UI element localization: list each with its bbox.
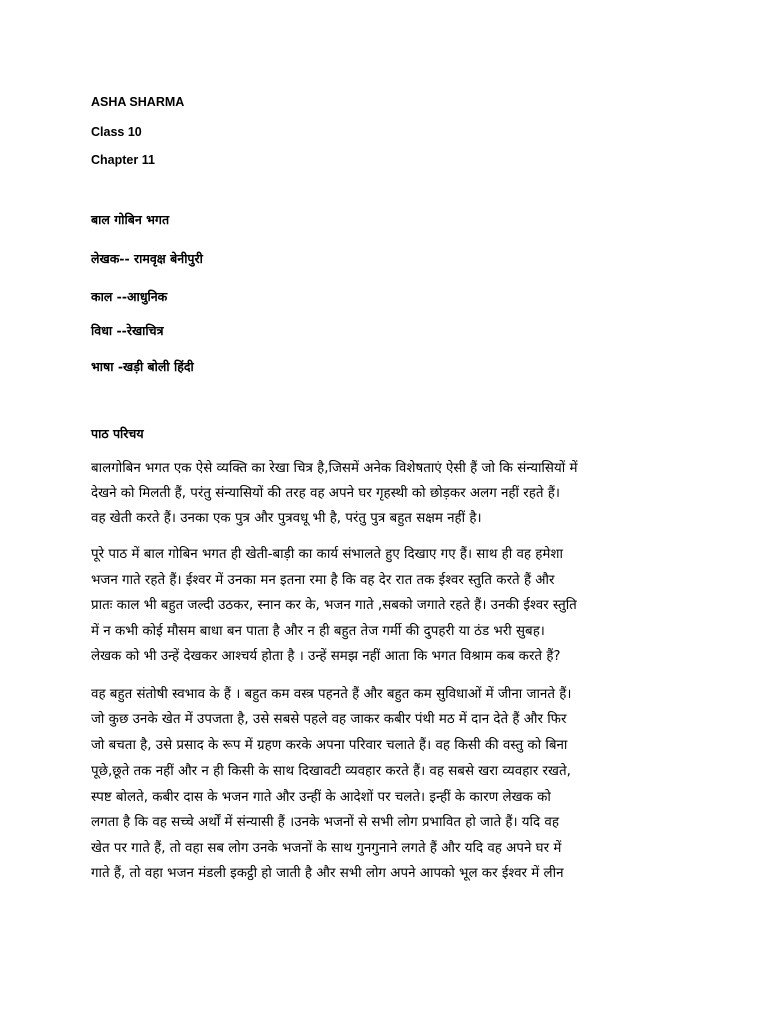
body-line: जो बचता है, उसे प्रसाद के रूप में ग्रहण करके अपना परिवार चलाते हैं। वह किसी की वस्तु को बिना bbox=[91, 738, 568, 753]
chapter-label: Chapter 11 bbox=[91, 153, 155, 167]
body-line: स्पष्ट बोलते, कबीर दास के भजन गाते और उन्हीं के आदेशों पर चलते। इन्हीं के कारण लेखक को bbox=[91, 790, 551, 805]
author-line: लेखक-- रामवृक्ष बेनीपुरी bbox=[91, 251, 203, 266]
body-line: वह बहुत संतोषी स्वभाव के हैं । बहुत कम वस्त्र पहनते हैं और बहुत कम सुविधाओं में जीना जानते हैं। bbox=[91, 687, 572, 702]
student-name: ASHA SHARMA bbox=[91, 95, 185, 109]
body-line: पूछे,छूते तक नहीं और न ही किसी के साथ दिखावटी व्यवहार करते हैं। वह सबसे खरा व्यवहार रखते, bbox=[91, 764, 571, 779]
body-line: भजन गाते रहते हैं। ईश्वर में उनका मन इतना रमा है कि वह देर रात तक ईश्वर स्तुति करते हैं और bbox=[91, 573, 555, 588]
body-line: लगता है कि वह सच्चे अर्थों में संन्यासी हैं ।उनके भजनों से सभी लोग प्रभावित हो जाते हैं। यदि वह bbox=[91, 815, 559, 830]
period-line: काल --आधुनिक bbox=[91, 289, 168, 304]
body-line: लेखक को भी उन्हें देखकर आश्चर्य होता है । उन्हें समझ नहीं आता कि भगत विश्राम कब करते हैं? bbox=[91, 649, 561, 664]
body-line: पूरे पाठ में बाल गोबिन भगत ही खेती-बाड़ी का कार्य संभालते हुए दिखाए गए हैं। साथ ही वह हमेशा bbox=[91, 547, 563, 562]
class-label: Class 10 bbox=[91, 125, 142, 139]
body-line: प्रातः काल भी बहुत जल्दी उठकर, स्नान कर के, भजन गाते ,सबको जगाते रहते हैं। उनकी ईश्वर स्तुति bbox=[91, 598, 577, 613]
lesson-title: बाल गोबिन भगत bbox=[91, 212, 170, 227]
body-line: देखने को मिलती हैं, परंतु संन्यासियों की तरह वह अपने घर गृहस्थी को छोड़कर अलग नहीं रहते हैं। bbox=[91, 486, 560, 501]
section-heading: पाठ परिचय bbox=[91, 426, 144, 441]
body-line: खेत पर गाते हैं, तो वहा सब लोग उनके भजनों के साथ गुनगुनाने लगते हैं और यदि वह अपने घर में bbox=[91, 841, 562, 856]
body-line: वह खेती करते हैं। उनका एक पुत्र और पुत्रवधू भी है, परंतु पुत्र बहुत सक्षम नहीं है। bbox=[91, 511, 482, 526]
body-line: गाते हैं, तो वहा भजन मंडली इकट्ठी हो जाती है और सभी लोग अपने आपको भूल कर ईश्वर में लीन bbox=[91, 866, 564, 881]
body-line: जो कुछ उनके खेत में उपजता है, उसे सबसे पहले वह जाकर कबीर पंथी मठ में दान देते हैं और फिर bbox=[91, 712, 567, 727]
body-line: बालगोबिन भगत एक ऐसे व्यक्ति का रेखा चित्र है,जिसमें अनेक विशेषताएं ऐसी हैं जो कि संन्यासियों में bbox=[91, 461, 578, 476]
language-line: भाषा -खड़ी बोली हिंदी bbox=[91, 359, 194, 374]
genre-line: विधा --रेखाचित्र bbox=[91, 323, 164, 338]
body-line: में न कभी कोई मौसम बाधा बन पाता है और न ही बहुत तेज गर्मी की दुपहरी या ठंड भरी सुबह। bbox=[91, 624, 545, 639]
